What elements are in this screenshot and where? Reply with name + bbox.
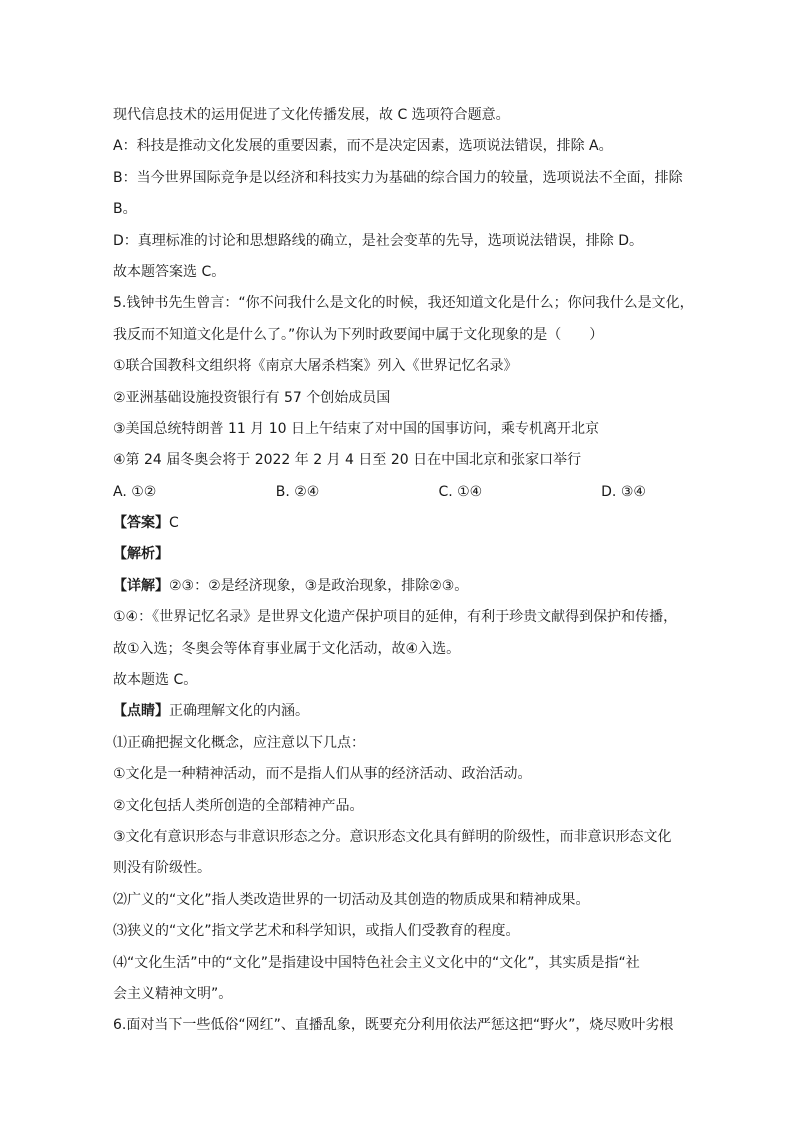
note-point: ⑶狭义的“文化”指文学艺术和科学知识，或指人们受教育的程度。 bbox=[113, 923, 520, 940]
text-line: B。 bbox=[113, 201, 137, 218]
explain-line: 故①入选；冬奥会等体育事业属于文化活动，故④入选。 bbox=[113, 640, 461, 657]
note-point: ⑷“文化生活”中的“文化”是指建设中国特色社会主义文化中的“文化”，其实质是指“社 bbox=[113, 954, 640, 971]
note-point: 会主义精神文明”。 bbox=[113, 985, 233, 1002]
answer-value: C bbox=[169, 515, 179, 532]
statement-2: ②亚洲基础设施投资银行有 57 个创始成员国 bbox=[113, 389, 391, 406]
question-6-stem: 6.面对当下一些低俗“网红”、直播乱象，既要充分利用依法严惩这把“野火”，烧尽败叶劣根 bbox=[113, 1017, 674, 1034]
note-point: ①文化是一种精神活动，而不是指人们从事的经济活动、政治活动。 bbox=[113, 766, 532, 783]
statement-3: ③美国总统特朗普 11 月 10 日上午结束了对中国的国事访问，乘专机离开北京 bbox=[113, 420, 599, 437]
detail-line bbox=[113, 571, 681, 602]
statement-1: ①联合国教科文组织将《南京大屠杀档案》列入《世界记忆名录》 bbox=[113, 358, 518, 375]
question-5-stem-cont: 我反而不知道文化是什么了。”你认为下列时政要闻中属于文化现象的是（ ） bbox=[113, 326, 604, 343]
detail-tag: 【详解】 bbox=[113, 577, 169, 594]
question-5-stem: 5.钱钟书先生曾言：“你不问我什么是文化的时候，我还知道文化是什么；你问我什么是文化， bbox=[113, 295, 694, 312]
note-point: ③文化有意识形态与非意识形态之分。意识形态文化具有鲜明的阶级性，而非意识形态文化 bbox=[113, 828, 672, 845]
statement-4: ④第 24 届冬奥会将于 2022 年 2 月 4 日至 20 日在中国北京和张家口举行 bbox=[113, 452, 582, 469]
option-a-explanation: A：科技是推动文化发展的重要因素，而不是决定因素，选项说法错误，排除 A。 bbox=[113, 138, 613, 155]
note-point: ⑴正确把握文化概念，应注意以下几点： bbox=[113, 734, 365, 751]
option-d-explanation: D：真理标准的讨论和思想路线的确立，是社会变革的先导，选项说法错误，排除 D。 bbox=[113, 232, 644, 249]
note-point: 则没有阶级性。 bbox=[113, 860, 211, 877]
note-tag: 【点睛】 bbox=[113, 703, 169, 720]
option-a: A. ①② bbox=[113, 483, 157, 500]
note-line bbox=[113, 696, 681, 727]
answer-tag: 【答案】 bbox=[113, 515, 169, 532]
document-content bbox=[113, 100, 694, 1042]
answer-summary: 故本题答案选 C。 bbox=[113, 263, 226, 280]
text-line: 现代信息技术的运用促进了文化传播发展，故 C 选项符合题意。 bbox=[113, 107, 510, 123]
explain-line: 故本题选 C。 bbox=[113, 672, 198, 689]
answer-line bbox=[113, 508, 681, 539]
explain-line: ①④：《世界记忆名录》是世界文化遗产保护项目的延伸，有利于珍贵文献得到保护和传播， bbox=[113, 609, 678, 626]
answer-options bbox=[113, 477, 681, 508]
option-c: C. ①④ bbox=[438, 483, 483, 500]
option-b: B. ②④ bbox=[275, 483, 320, 500]
detail-text: ②③：②是经济现象，③是政治现象，排除②③。 bbox=[169, 577, 469, 594]
analysis-line bbox=[113, 539, 681, 570]
note-point: ②文化包括人类所创造的全部精神产品。 bbox=[113, 797, 364, 814]
option-d: D. ③④ bbox=[601, 483, 646, 500]
note-point: ⑵广义的“文化”指人类改造世界的一切活动及其创造的物质成果和精神成果。 bbox=[113, 891, 590, 908]
option-b-explanation: B：当今世界国际竞争是以经济和科技实力为基础的综合国力的较量，选项说法不全面，排除 bbox=[113, 169, 683, 186]
note-text: 正确理解文化的内涵。 bbox=[169, 703, 309, 720]
analysis-tag: 【解析】 bbox=[113, 546, 169, 563]
